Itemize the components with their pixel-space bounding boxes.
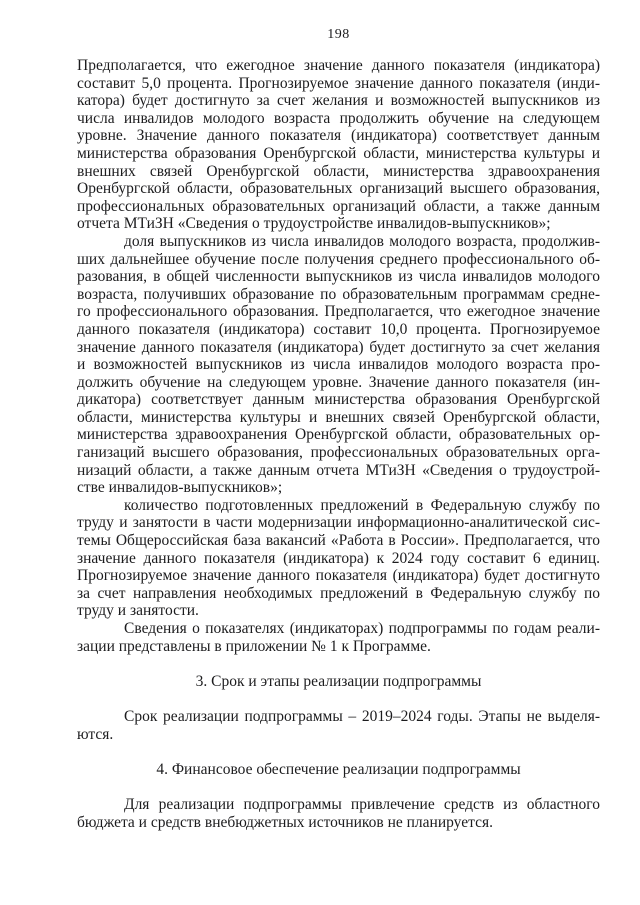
text-line: возраста, получивших образование по образовательным программам средне- xyxy=(77,285,600,303)
text-line: Сведения о показателях (индикаторах) подпрограммы по годам реали- xyxy=(124,620,600,637)
paragraph xyxy=(77,497,600,620)
text-line: Прогнозируемое значение данного показателя (индикатора) будет достигнуто xyxy=(77,567,600,585)
text-line: труду и занятости в части модернизации информационно-аналитической сис- xyxy=(77,514,600,532)
text-line: доля выпускников из числа инвалидов молодого возраста, продолжив- xyxy=(124,232,600,250)
paragraph xyxy=(77,708,600,743)
text-line: ются. xyxy=(77,725,114,743)
text-line: профессиональных образовательных организаций области, а также данным xyxy=(77,197,600,215)
text-line: за счет направления необходимых предложений в Федеральную службу по xyxy=(77,584,600,602)
text-line: данного показателя (индикатора) составит 10,0 процента. Прогнозируемое xyxy=(77,320,600,338)
section-heading: 4. Финансовое обеспечение реализации подпрограммы xyxy=(156,760,521,778)
text-line: и возможностей выпускников из числа инвалидов молодого возраста про- xyxy=(77,356,600,374)
text-line: значение данного показателя (индикатора) будет достигнуто за счет желания xyxy=(77,338,600,356)
text-line: зации представлены в приложении № 1 к Программе. xyxy=(77,637,431,655)
text-line: области, министерства культуры и внешних связей Оренбургской области, xyxy=(77,408,600,426)
text-line: количество подготовленных предложений в Федеральную службу по xyxy=(124,496,600,514)
text-line: ших дальнейшее обучение после получения среднего профессионального об- xyxy=(77,250,600,268)
text-line: низаций области, а также данным отчета МТиЗН «Сведения о трудоустрой- xyxy=(77,461,600,479)
paragraph xyxy=(77,796,600,831)
text-line: Срок реализации подпрограммы – 2019–2024 годы. Этапы не выделя- xyxy=(124,707,600,725)
text-line: составит 5,0 процента. Прогнозируемое значение данного показателя (инди- xyxy=(77,74,600,92)
text-line: стве инвалидов-выпускников»; xyxy=(77,479,283,497)
text-line: темы Общероссийская база вакансий «Работа в России». Предполагается, что xyxy=(77,532,600,550)
text-line: Предполагается, что ежегодное значение данного показателя (индикатора) xyxy=(77,57,600,74)
text-line: Для реализации подпрограммы привлечение средств из областного xyxy=(124,795,600,813)
text-line: ганизаций высшего образования, профессиональных образовательных орга- xyxy=(77,444,600,462)
text-line: числа инвалидов молодого возраста продолжить обучение на следующем xyxy=(77,109,600,127)
text-line: уровне. Значение данного показателя (индикатора) соответствует данным xyxy=(77,127,600,145)
text-line: должить обучение на следующем уровне. Значение данного показателя (ин- xyxy=(77,373,600,391)
text-line: разования, в общей численности выпускников из числа инвалидов молодого xyxy=(77,268,600,286)
text-line: бюджета и средств внебюджетных источников не планируется. xyxy=(77,813,493,831)
text-line: Оренбургской области, образовательных организаций высшего образования, xyxy=(77,180,600,198)
text-line: министерства образования Оренбургской области, министерства культуры и xyxy=(77,144,600,162)
page-number: 198 xyxy=(327,27,350,42)
paragraph xyxy=(77,233,600,497)
text-line: министерства здравоохранения Оренбургской области, образовательных ор- xyxy=(77,426,600,444)
text-line: катора) будет достигнуто за счет желания и возможностей выпускников из xyxy=(77,92,600,110)
paragraph xyxy=(77,57,600,233)
section-heading: 3. Срок и этапы реализации подпрограммы xyxy=(195,672,482,690)
text-line: значение данного показателя (индикатора) к 2024 году составит 6 единиц. xyxy=(77,549,600,567)
text-line: труду и занятости. xyxy=(77,602,199,620)
text-line: го профессионального образования. Предполагается, что ежегодное значение xyxy=(77,303,600,321)
text-line: отчета МТиЗН «Сведения о трудоустройстве инвалидов-выпускников»; xyxy=(77,215,551,233)
text-line: внешних связей Оренбургской области, министерства здравоохранения xyxy=(77,162,600,180)
text-line: дикатора) соответствует данным министерства образования Оренбургской xyxy=(77,391,600,409)
paragraph xyxy=(77,620,600,655)
document-body xyxy=(77,57,600,831)
